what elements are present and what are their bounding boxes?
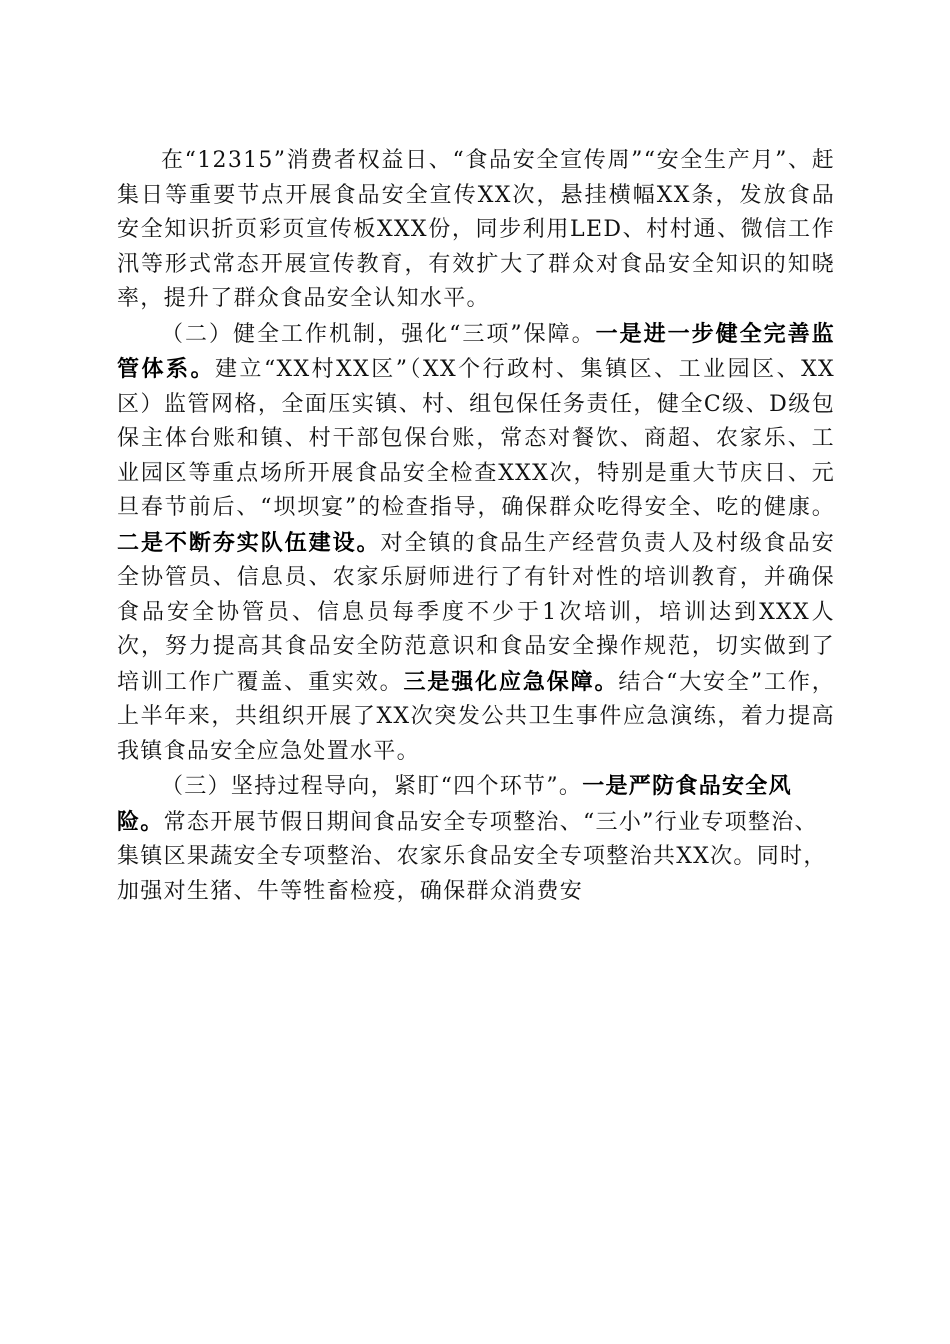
bold-point-emergency: 三是强化应急保障。 [403,668,619,695]
paragraph-publicity-text: 在“12315”消费者权益日、“食品安全宣传周”“安全生产月”、赶集日等重要节点开展食品安全宣传XX次，悬挂横幅XX条，发放食品安全知识折页彩页宣传板XXX份，同步利用LED、村村通、微信工作汛等形式常态开展宣传教育，有效扩大了群众对食品安全知识的知晓率，提升了群众食品安全认知水平。 [117,148,835,311]
bold-point-risk: 一是严防食品安全风险。 [117,773,792,835]
text-emergency: 结合“大安全”工作，上半年来，共组织开展了XX次突发公共卫生事件应急演练，着力提高我镇食品安全应急处置水平。 [117,669,835,764]
text-risk: 常态开展节假日期间食品安全专项整治、“三小”行业专项整治、集镇区果蔬安全专项整治、农家乐食品安全专项整治共XX次。同时，加强对生猪、牛等牲畜检疫，确保群众消费安 [117,809,827,904]
section-heading-mechanism: （二）健全工作机制，强化“三项”保障。 [161,321,596,347]
document-body [117,144,835,909]
bold-point-supervision: 一是进一步健全完善监管体系。 [117,320,835,382]
text-team: 对全镇的食品生产经营负责人及村级食品安全协管员、信息员、农家乐厨师进行了有针对性的培训教育，并确保食品安全协管员、信息员每季度不少于1次培训，培训达到XXX人次，努力提高其食品安全防范意识和食品安全操作规范，切实做到了培训工作广覆盖、重实效。 [117,530,836,695]
paragraph-process [117,769,835,909]
section-heading-process: （三）坚持过程导向，紧盯“四个环节”。 [161,774,583,799]
text-supervision: 建立“XX村XX区”（XX个行政村、集镇区、工业园区、XX区）监管网格，全面压实镇、村、组包保任务责任，健全C级、D级包保主体台账和镇、村干部包保台账，常态对餐饮、商超、农家乐、工业园区等重点场所开展食品安全检查XXX次，特别是重大节庆日、元旦春节前后、“坝坝宴”的检查指导，确保群众吃得安全、吃的健康。 [117,357,836,520]
paragraph-mechanism [117,317,835,770]
bold-point-team: 二是不断夯实队伍建设。 [117,529,381,556]
paragraph-publicity [117,144,835,317]
